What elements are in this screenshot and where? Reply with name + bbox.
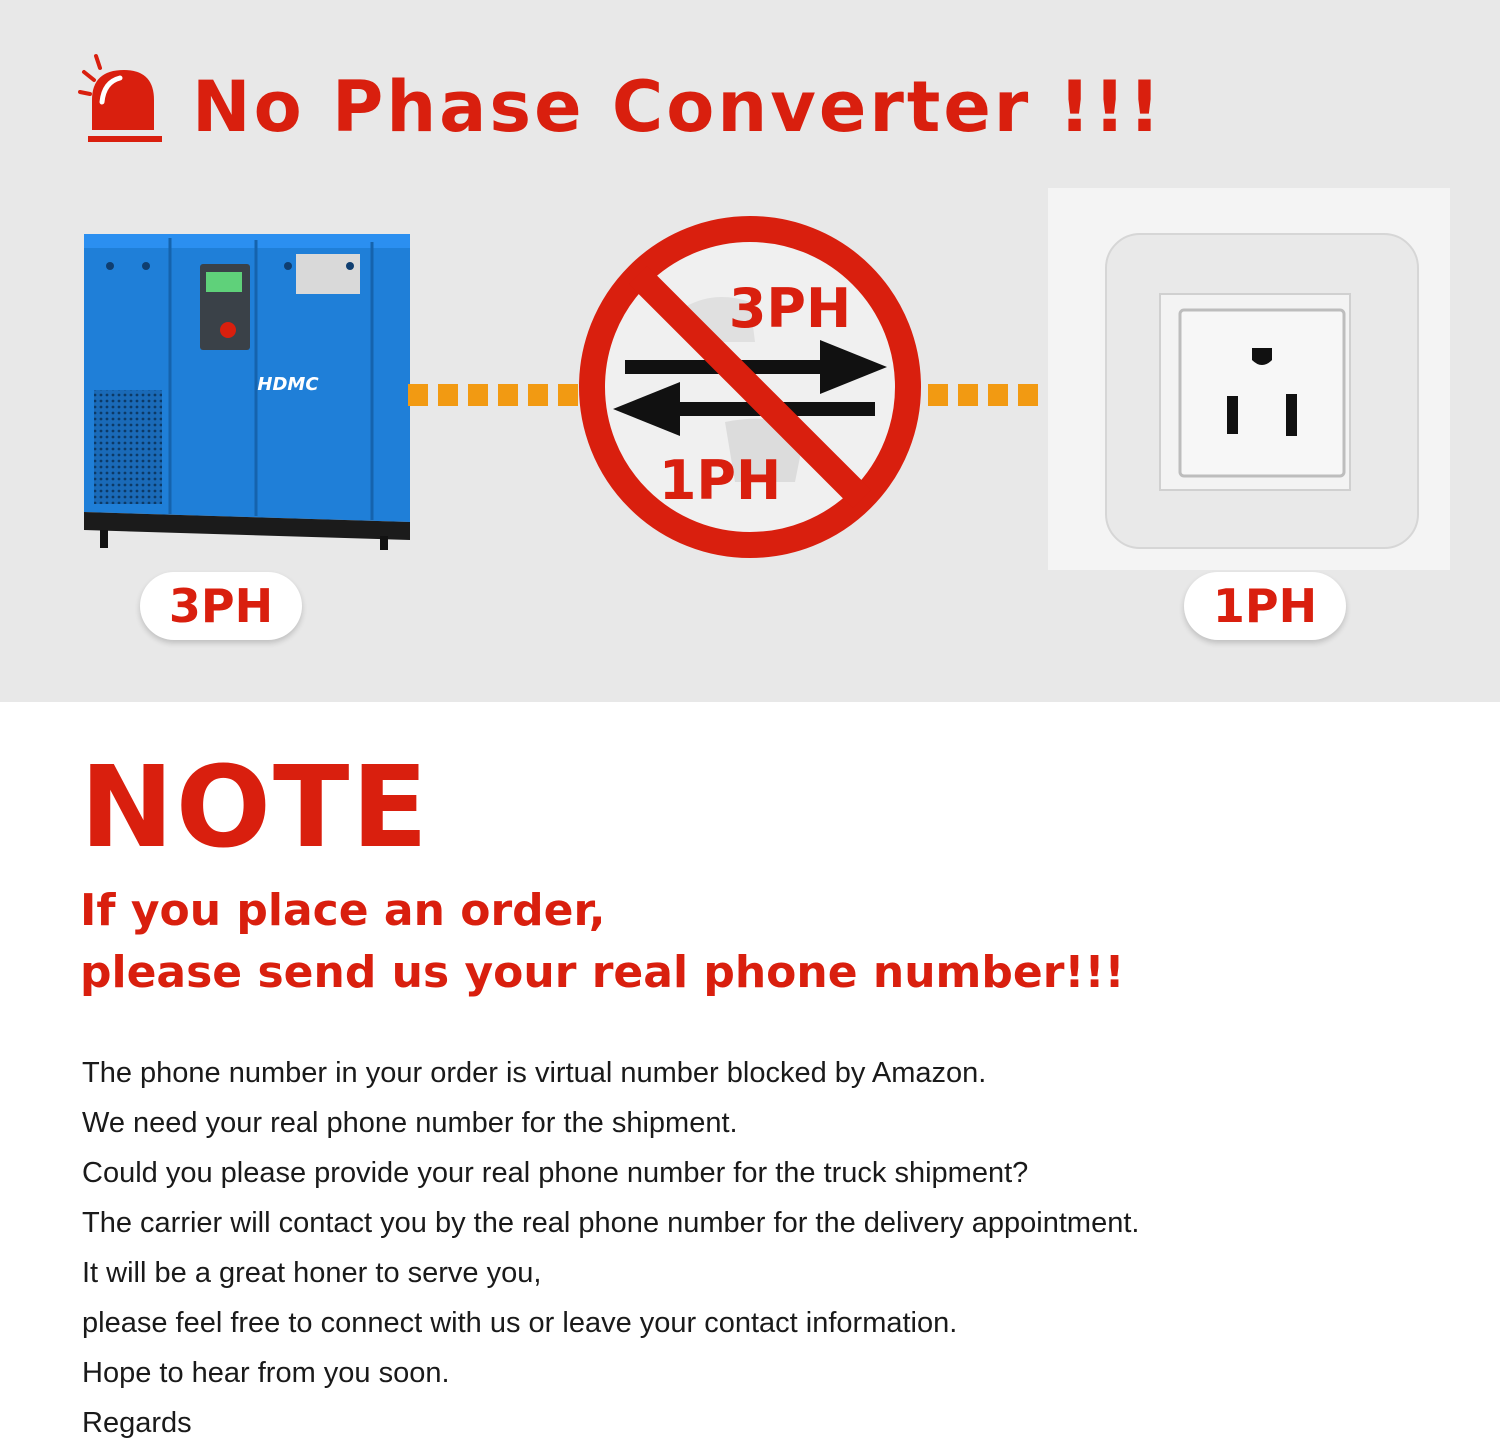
- note-heading: NOTE: [80, 743, 430, 873]
- note-subtitle-line: If you place an order,: [80, 885, 606, 936]
- body-line: The phone number in your order is virtual number blocked by Amazon.: [82, 1057, 987, 1089]
- siren-alarm-icon: [78, 52, 166, 144]
- symbol-bottom-label: 1PH: [658, 449, 782, 512]
- page-title: No Phase Converter !!!: [192, 66, 1164, 148]
- connection-dashes-left: [408, 384, 578, 406]
- body-line: Regards: [82, 1407, 192, 1439]
- symbol-top-label: 3PH: [728, 277, 852, 340]
- note-subtitle: [80, 880, 1480, 1004]
- body-line: Hope to hear from you soon.: [82, 1357, 450, 1389]
- body-line: please feel free to connect with us or leave your contact information.: [82, 1307, 958, 1339]
- note-body: [82, 1048, 1482, 1448]
- body-line: Could you please provide your real phone number for the truck shipment?: [82, 1157, 1029, 1189]
- prohibited-converter-icon: [575, 212, 925, 562]
- body-line: It will be a great honer to serve you,: [82, 1257, 542, 1289]
- body-line: We need your real phone number for the shipment.: [82, 1107, 738, 1139]
- single-phase-label: 1PH: [1184, 572, 1346, 640]
- air-compressor-image: [80, 230, 412, 552]
- wall-outlet-image: [1104, 232, 1420, 550]
- hero-panel: [0, 0, 1500, 702]
- three-phase-label: 3PH: [140, 572, 302, 640]
- note-subtitle-line: please send us your real phone number!!!: [80, 947, 1125, 998]
- body-line: The carrier will contact you by the real phone number for the delivery appointment.: [82, 1207, 1140, 1239]
- brand-label: HDMC: [257, 374, 319, 395]
